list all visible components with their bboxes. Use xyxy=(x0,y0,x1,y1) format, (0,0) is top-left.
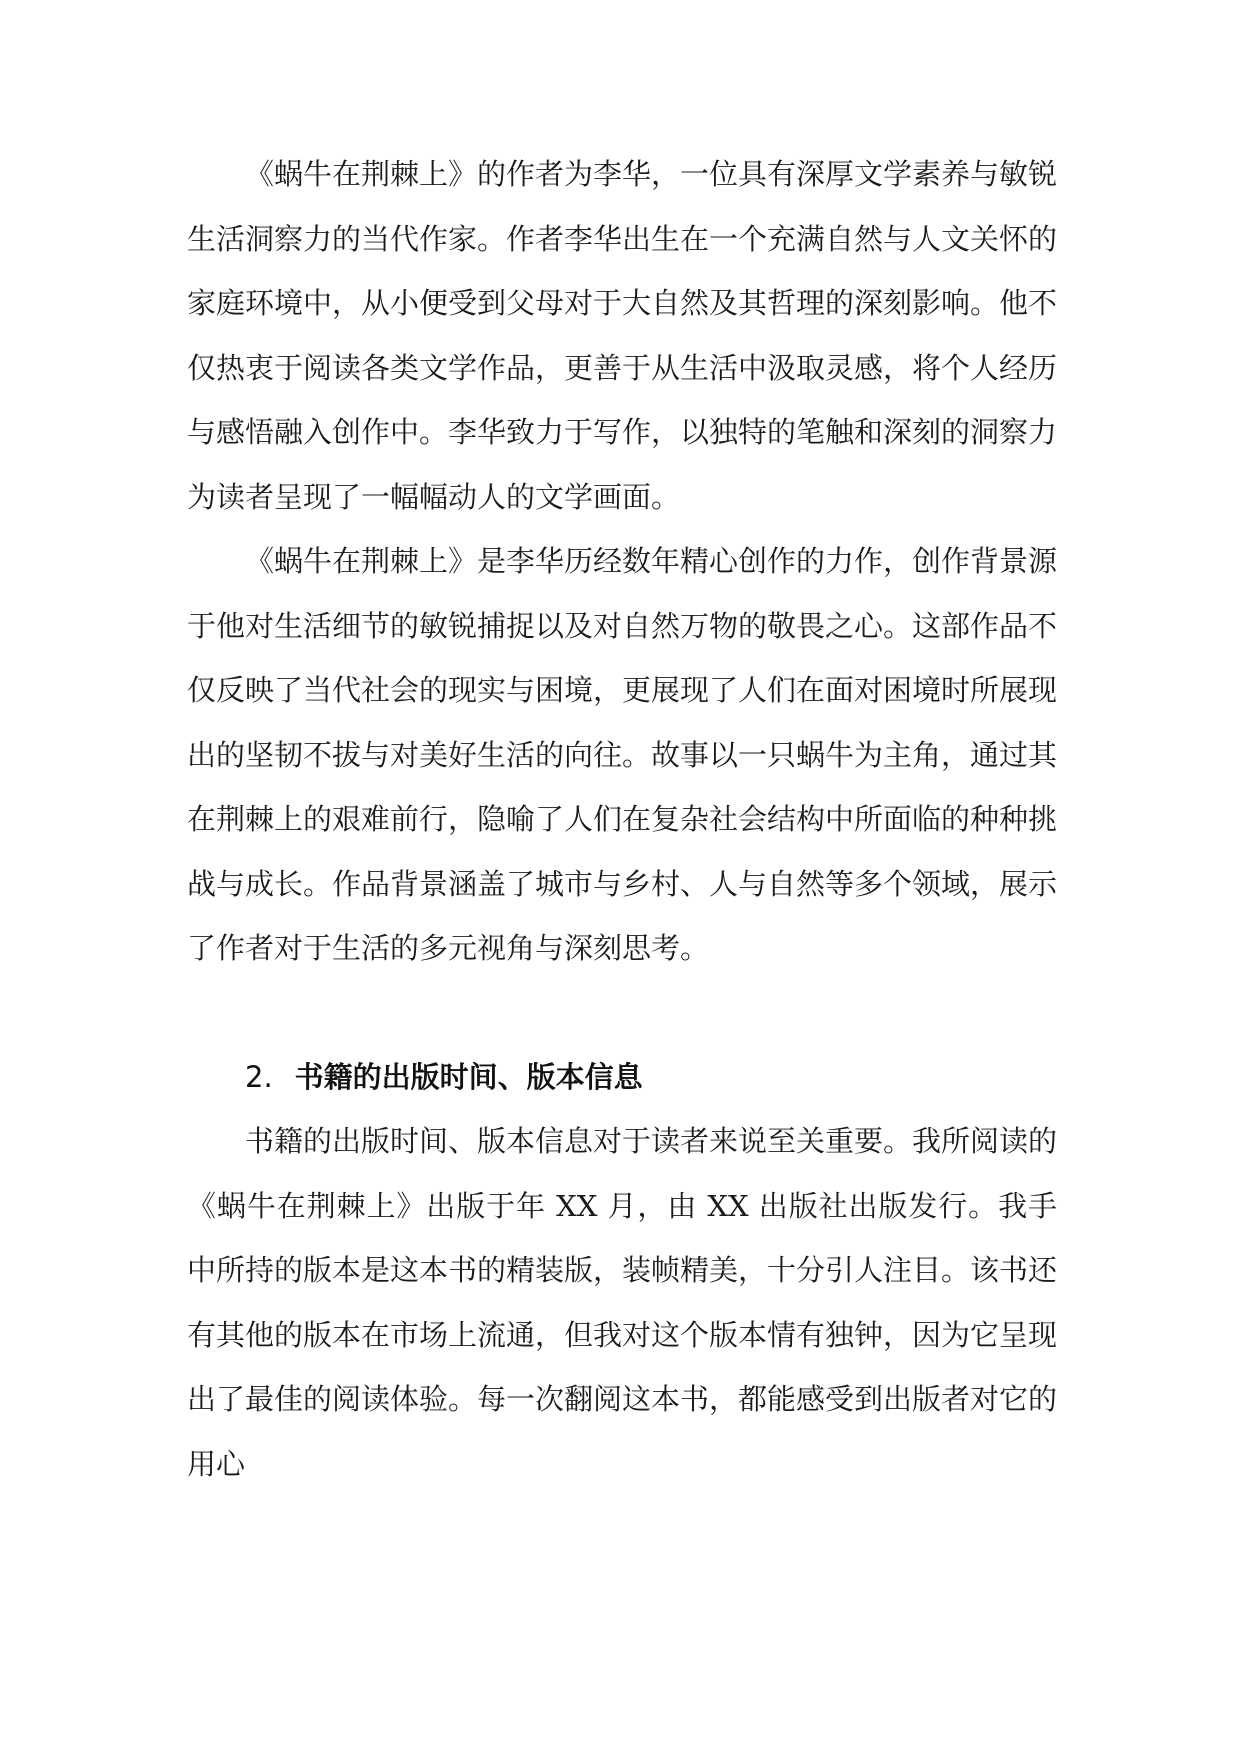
section-heading-title: 书籍的出版时间、版本信息 xyxy=(294,1059,643,1094)
document-body xyxy=(187,142,1057,1496)
section-heading xyxy=(187,1045,1057,1110)
section-heading-number: 2. xyxy=(245,1059,273,1094)
paragraph-author-intro: 《蜗牛在荆棘上》的作者为李华，一位具有深厚文学素养与敏锐生活洞察力的当代作家。作者李华出生在一个充满自然与人文关怀的家庭环境中，从小便受到父母对于大自然及其哲理的深刻影响。他不仅热衷于阅读各类文学作品，更善于从生活中汲取灵感，将个人经历与感悟融入创作中。李华致力于写作，以独特的笔触和深刻的洞察力为读者呈现了一幅幅动人的文学画面。 xyxy=(187,157,1058,514)
paragraph-creation-background: 《蜗牛在荆棘上》是李华历经数年精心创作的力作，创作背景源于他对生活细节的敏锐捕捉以及对自然万物的敬畏之心。这部作品不仅反映了当代社会的现实与困境，更展现了人们在面对困境时所展现出的坚韧不拔与对美好生活的向往。故事以一只蜗牛为主角，通过其在荆棘上的艰难前行，隐喻了人们在复杂社会结构中所面临的种种挑战与成长。作品背景涵盖了城市与乡村、人与自然等多个领域，展示了作者对于生活的多元视角与深刻思考。 xyxy=(187,544,1058,965)
paragraph-publication-info: 书籍的出版时间、版本信息对于读者来说至关重要。我所阅读的《蜗牛在荆棘上》出版于年 XX 月，由 XX 出版社出版发行。我手中所持的版本是这本书的精装版，装帧精美，十分引人注目。该书还有其他的版本在市场上流通，但我对这个版本情有独钟，因为它呈现出了最佳的阅读体验。每一次翻阅这本书，都能感受到出版者对它的用心 xyxy=(187,1124,1058,1481)
